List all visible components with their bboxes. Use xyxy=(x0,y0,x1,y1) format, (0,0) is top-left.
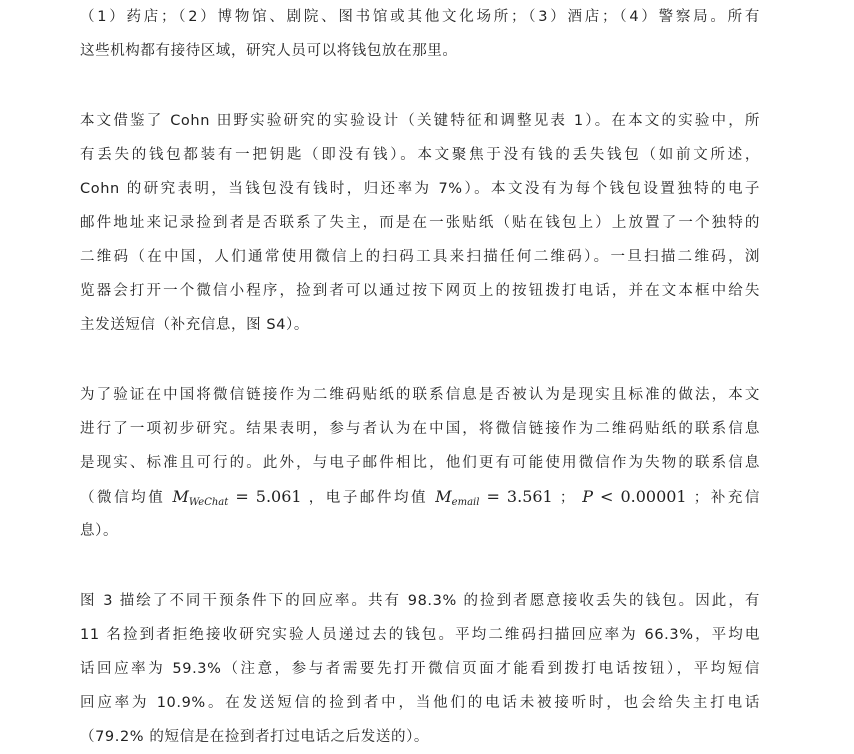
math-subscript: email xyxy=(451,497,480,508)
math-expression-wechat xyxy=(172,487,301,506)
text-line: 息）。 xyxy=(80,523,119,539)
text-line: 是现实、标准且可行的。此外，与电子邮件相比，他们更有可能使用微信作为失物的联系信息 xyxy=(80,455,760,471)
paragraph-2 xyxy=(80,104,760,342)
math-middle-text: ，电子邮件均值 xyxy=(308,490,429,506)
math-separator: ； xyxy=(559,490,576,506)
math-variable: M xyxy=(435,487,452,506)
math-value: = 3.561 xyxy=(486,487,553,506)
paragraph-3 xyxy=(80,378,760,548)
text-line: 览器会打开一个微信小程序，捡到者可以通过按下网页上的按钮拨打电话，并在文本框中给失 xyxy=(80,283,760,299)
text-line: 话回应率为 59.3%（注意，参与者需要先打开微信页面才能看到拨打电话按钮），平均短信 xyxy=(80,661,760,677)
math-expression-p-value xyxy=(582,487,686,506)
text-line: 回应率为 10.9%。在发送短信的捡到者中，当他们的电话未被接听时，也会给失主打电话 xyxy=(80,695,760,711)
math-text-line xyxy=(80,480,760,514)
text-line: 二维码（在中国，人们通常使用微信上的扫码工具来扫描任何二维码）。一旦扫描二维码，浏 xyxy=(80,249,760,265)
math-variable: P xyxy=(582,487,593,506)
document-page xyxy=(80,0,760,754)
text-line: 11 名捡到者拒绝接收研究实验人员递过去的钱包。平均二维码扫描回应率为 66.3%，平均电 xyxy=(80,627,760,643)
math-value: = 5.061 xyxy=(235,487,302,506)
text-line: 图 3 描绘了不同干预条件下的回应率。共有 98.3% 的捡到者愿意接收丢失的钱包。因此，有 xyxy=(80,593,760,609)
math-expression-email xyxy=(435,487,552,506)
text-line: （79.2% 的短信是在捡到者打过电话之后发送的）。 xyxy=(80,729,430,745)
math-value: < 0.00001 xyxy=(600,487,687,506)
paragraph-gap xyxy=(80,342,760,378)
text-line: 进行了一项初步研究。结果表明，参与者认为在中国，将微信链接作为二维码贴纸的联系信息 xyxy=(80,421,760,437)
math-prefix: （微信均值 xyxy=(80,490,166,506)
paragraph-gap xyxy=(80,548,760,584)
text-line: 有丢失的钱包都装有一把钥匙（即没有钱）。本文聚焦于没有钱的丢失钱包（如前文所述， xyxy=(80,147,760,163)
math-subscript: WeChat xyxy=(188,497,229,508)
text-line: 这些机构都有接待区域，研究人员可以将钱包放在那里。 xyxy=(80,43,458,59)
paragraph-gap xyxy=(80,68,760,104)
text-line: 为了验证在中国将微信链接作为二维码贴纸的联系信息是否被认为是现实且标准的做法，本文 xyxy=(80,387,760,403)
paragraph-1 xyxy=(80,0,760,68)
text-line: （1）药店；（2）博物馆、剧院、图书馆或其他文化场所；（3）酒店；（4）警察局。所有 xyxy=(80,9,760,25)
text-line: 邮件地址来记录捡到者是否联系了失主，而是在一张贴纸（贴在钱包上）上放置了一个独特的 xyxy=(80,215,760,231)
text-line: 主发送短信（补充信息，图 S4）。 xyxy=(80,317,309,333)
math-suffix: ；补充信 xyxy=(693,490,760,506)
text-line: Cohn 的研究表明，当钱包没有钱时，归还率为 7%）。本文没有为每个钱包设置独特的电子 xyxy=(80,181,760,197)
math-variable: M xyxy=(172,487,189,506)
paragraph-4 xyxy=(80,584,760,754)
text-line: 本文借鉴了 Cohn 田野实验研究的实验设计（关键特征和调整见表 1）。在本文的实验中，所 xyxy=(80,113,760,129)
